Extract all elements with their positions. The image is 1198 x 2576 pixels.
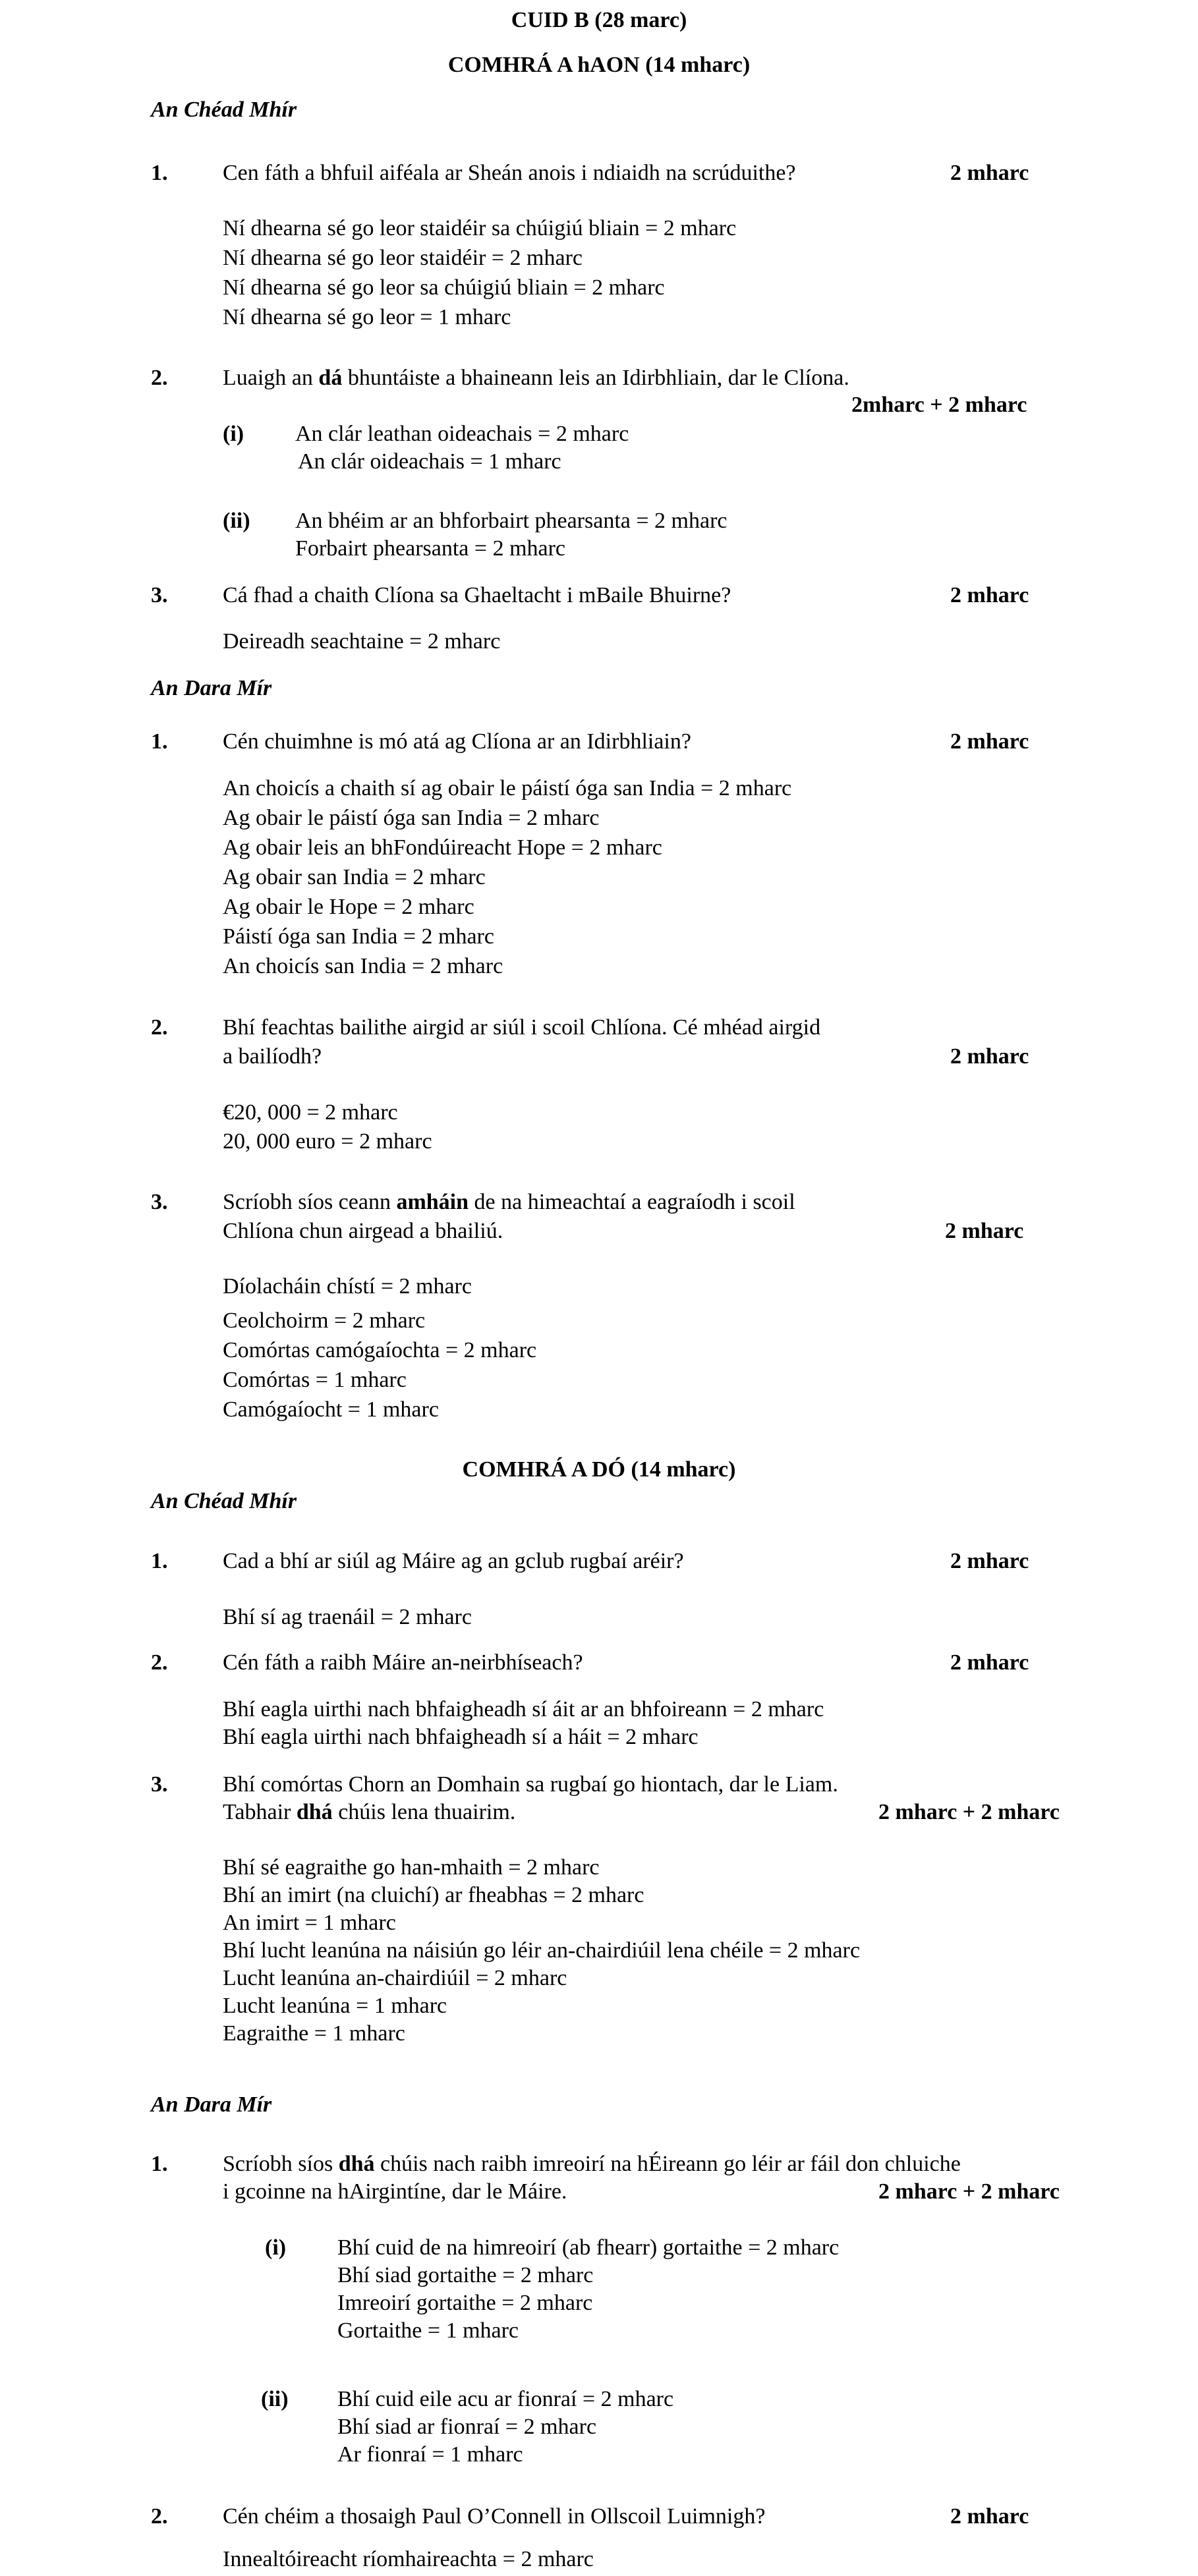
c1p2-q2-answer: €20, 000 = 2 mharc [223,1100,398,1125]
c2p2-q2-answer: Innealtóireacht ríomhaireachta = 2 mharc [223,2547,594,2571]
c1p2-q2-question-line2: a bailíodh? [223,1044,322,1069]
c1p2-q1-answer: An choicís a chaith sí ag obair le páistí óga san India = 2 mharc [223,776,792,800]
c1p1-q3-answer: Deireadh seachtaine = 2 mharc [223,629,501,654]
c2p2-q1-ii-answer: Bhí siad ar fionraí = 2 mharc [337,2415,597,2439]
c1p2-q1-answer: Ag obair le páistí óga san India = 2 mharc [223,806,600,830]
c1p1-q2-ii-answer: An bhéim ar an bhforbairt phearsanta = 2 mharc [295,509,727,533]
c1p2-q3-question-line2: Chlíona chun airgead a bhailiú. [223,1219,503,1243]
c1p2-q3-answer: Ceolchoirm = 2 mharc [223,1308,426,1333]
c1p2-q2-number: 2. [151,1015,168,1040]
c1p2-q2-question: Bhí feachtas bailithe airgid ar siúl i scoil Chlíona. Cé mhéad airgid [223,1015,821,1040]
c2p1-q1-question: Cad a bhí ar siúl ag Máire ag an gclub rugbaí aréir? [223,1549,684,1573]
c1p2-q2-answer: 20, 000 euro = 2 mharc [223,1129,432,1154]
c2p1-q3-question-line2 [223,1801,515,1824]
c2p2-q1-ii-answer: Ar fionraí = 1 mharc [337,2442,523,2467]
c2p2-q1-question [223,2153,961,2175]
c2p1-q3-question: Bhí comórtas Chorn an Domhain sa rugbaí go hiontach, dar le Liam. [223,1772,838,1797]
c2p1-q1-marks: 2 mharc [950,1549,1029,1573]
c1p1-q2-i-answer: An clár leathan oideachais = 2 mharc [295,422,629,446]
c2p2-q1-i-answer: Bhí siad gortaithe = 2 mharc [337,2263,594,2287]
c2-part2-label: An Dara Mír [151,2092,272,2117]
c1p1-q1-answer: Ní dhearna sé go leor = 1 mharc [223,305,511,329]
c2p2-q1-number: 1. [151,2152,168,2176]
section-heading: CUID B (28 marc) [511,8,687,32]
c2p2-q2-number: 2. [151,2504,168,2529]
c2p2-q1-marks: 2 mharc + 2 mharc [878,2179,1060,2204]
c2p2-q1-i-answer: Gortaithe = 1 mharc [337,2318,519,2343]
c1p2-q1-number: 1. [151,729,168,754]
c1-part2-label: An Dara Mír [151,676,272,700]
c1p2-q1-answer: Páistí óga san India = 2 mharc [223,924,494,949]
c1p1-q3-question: Cá fhad a chaith Clíona sa Ghaeltacht i mBaile Bhuirne? [223,583,731,607]
c2p1-q2-marks: 2 mharc [950,1650,1029,1675]
c2p2-q2-question: Cén chéim a thosaigh Paul O’Connell in Ollscoil Luimnigh? [223,2504,766,2529]
c1p2-q3-answer: Comórtas = 1 mharc [223,1368,407,1392]
c1p2-q3-answer: Comórtas camógaíochta = 2 mharc [223,1338,537,1362]
c1p1-q2-i-answer: An clár oideachais = 1 mharc [298,449,561,474]
c1p2-q3-text-a: Scríobh síos ceann [223,1190,397,1214]
c1p2-q3-number: 3. [151,1190,168,1214]
c2p2-q1-i-label: (i) [265,2235,287,2260]
c1p1-q3-number: 3. [151,583,168,607]
c1p2-q3-text-bold: amháin [396,1190,469,1214]
c2p1-q3-answer: Bhí lucht leanúna na náisiún go léir an-chairdiúil lena chéile = 2 mharc [223,1938,861,1963]
c1p1-q2-ii-answer: Forbairt phearsanta = 2 mharc [295,536,566,561]
c1p2-q3-question [223,1191,795,1214]
c1p2-q2-marks: 2 mharc [950,1044,1029,1069]
c1p2-q1-marks: 2 mharc [950,729,1029,754]
c2p1-q1-answer: Bhí sí ag traenáil = 2 mharc [223,1605,472,1629]
c2p1-q3-answer: Eagraithe = 1 mharc [223,2021,405,2046]
c2p1-q3-text-a: Tabhair [223,1800,297,1824]
c2p2-q1-question-line2: i gcoinne na hAirgintíne, dar le Máire. [223,2179,567,2204]
c1p2-q3-answer: Díolacháin chístí = 2 mharc [223,1274,472,1299]
c1p1-q2-marks: 2mharc + 2 mharc [851,393,1027,417]
c2p1-q1-number: 1. [151,1549,168,1573]
conversation-1-title: COMHRÁ A hAON (14 mharc) [447,53,751,77]
c1p1-q1-answer: Ní dhearna sé go leor staidéir sa chúigiú bliain = 2 mharc [223,216,737,240]
c1p1-q2-i-label: (i) [223,422,244,446]
c1p2-q3-marks: 2 mharc [945,1219,1024,1243]
c2p1-q3-answer: Lucht leanúna an-chairdiúil = 2 mharc [223,1966,567,1990]
c2p1-q2-answer: Bhí eagla uirthi nach bhfaigheadh sí áit ar an bhfoireann = 2 mharc [223,1697,824,1722]
c1p1-q1-question: Cen fáth a bhfuil aiféala ar Sheán anois i ndiaidh na scrúduithe? [223,161,796,185]
c2p1-q3-answer: Lucht leanúna = 1 mharc [223,1994,447,2018]
c1p1-q1-number: 1. [151,161,168,185]
c1p1-q2-number: 2. [151,366,168,390]
c2p1-q3-text-bold: dhá [296,1800,333,1824]
c1p2-q1-answer: Ag obair leis an bhFondúireacht Hope = 2 mharc [223,835,662,860]
c1p2-q1-answer: Ag obair san India = 2 mharc [223,865,486,889]
c1p1-q2-ii-label: (ii) [223,509,250,533]
c1p1-q1-marks: 2 mharc [950,161,1029,185]
c1p1-q2-question [223,367,849,389]
c2p1-q2-answer: Bhí eagla uirthi nach bhfaigheadh sí a háit = 2 mharc [223,1725,699,1749]
c2-part1-label: An Chéad Mhír [151,1489,297,1513]
conversation-2-title: COMHRÁ A DÓ (14 mharc) [462,1457,736,1482]
c1p1-q2-text-a: Luaigh an [223,366,319,390]
c1p2-q1-question: Cén chuimhne is mó atá ag Clíona ar an Idirbhliain? [223,729,691,754]
c2p2-q2-marks: 2 mharc [950,2504,1029,2529]
c1p2-q1-answer: An choicís san India = 2 mharc [223,954,503,978]
c2p2-q1-ii-answer: Bhí cuid eile acu ar fionraí = 2 mharc [337,2387,674,2411]
c2p2-q1-ii-label: (ii) [261,2387,289,2411]
c2p2-q1-i-answer: Imreoirí gortaithe = 2 mharc [337,2291,593,2315]
c2p1-q3-answer: An imirt = 1 mharc [223,1911,396,1935]
c2p1-q3-number: 3. [151,1772,168,1797]
c2p1-q3-text-b: chúis lena thuairim. [332,1800,516,1824]
c1p2-q3-answer: Camógaíocht = 1 mharc [223,1397,439,1422]
c2p2-q1-text-bold: dhá [338,2152,375,2176]
c1p1-q1-answer: Ní dhearna sé go leor staidéir = 2 mharc [223,246,583,270]
c1p2-q1-answer: Ag obair le Hope = 2 mharc [223,895,474,919]
c2p1-q2-question: Cén fáth a raibh Máire an-neirbhíseach? [223,1650,583,1675]
c1p2-q3-text-b: de na himeachtaí a eagraíodh i scoil [469,1190,795,1214]
c2p2-q1-i-answer: Bhí cuid de na himreoirí (ab fhearr) gortaithe = 2 mharc [337,2235,840,2260]
c1p1-q3-marks: 2 mharc [950,583,1029,607]
c1p1-q2-text-bold: dá [318,366,343,390]
c1p1-q1-answer: Ní dhearna sé go leor sa chúigiú bliain = 2 mharc [223,275,665,300]
c2p1-q3-marks: 2 mharc + 2 mharc [878,1800,1060,1824]
c2p1-q2-number: 2. [151,1650,168,1675]
c2p2-q1-text-b: chúis nach raibh imreoirí na hÉireann go léir ar fáil don chluiche [374,2152,961,2176]
c1-part1-label: An Chéad Mhír [151,98,297,122]
c2p2-q1-text-a: Scríobh síos [223,2152,339,2176]
c2p1-q3-answer: Bhí an imirt (na cluichí) ar fheabhas = 2 mharc [223,1883,644,1907]
c1p1-q2-text-b: bhuntáiste a bhaineann leis an Idirbhliain, dar le Clíona. [342,366,849,390]
c2p1-q3-answer: Bhí sé eagraithe go han-mhaith = 2 mharc [223,1855,600,1880]
